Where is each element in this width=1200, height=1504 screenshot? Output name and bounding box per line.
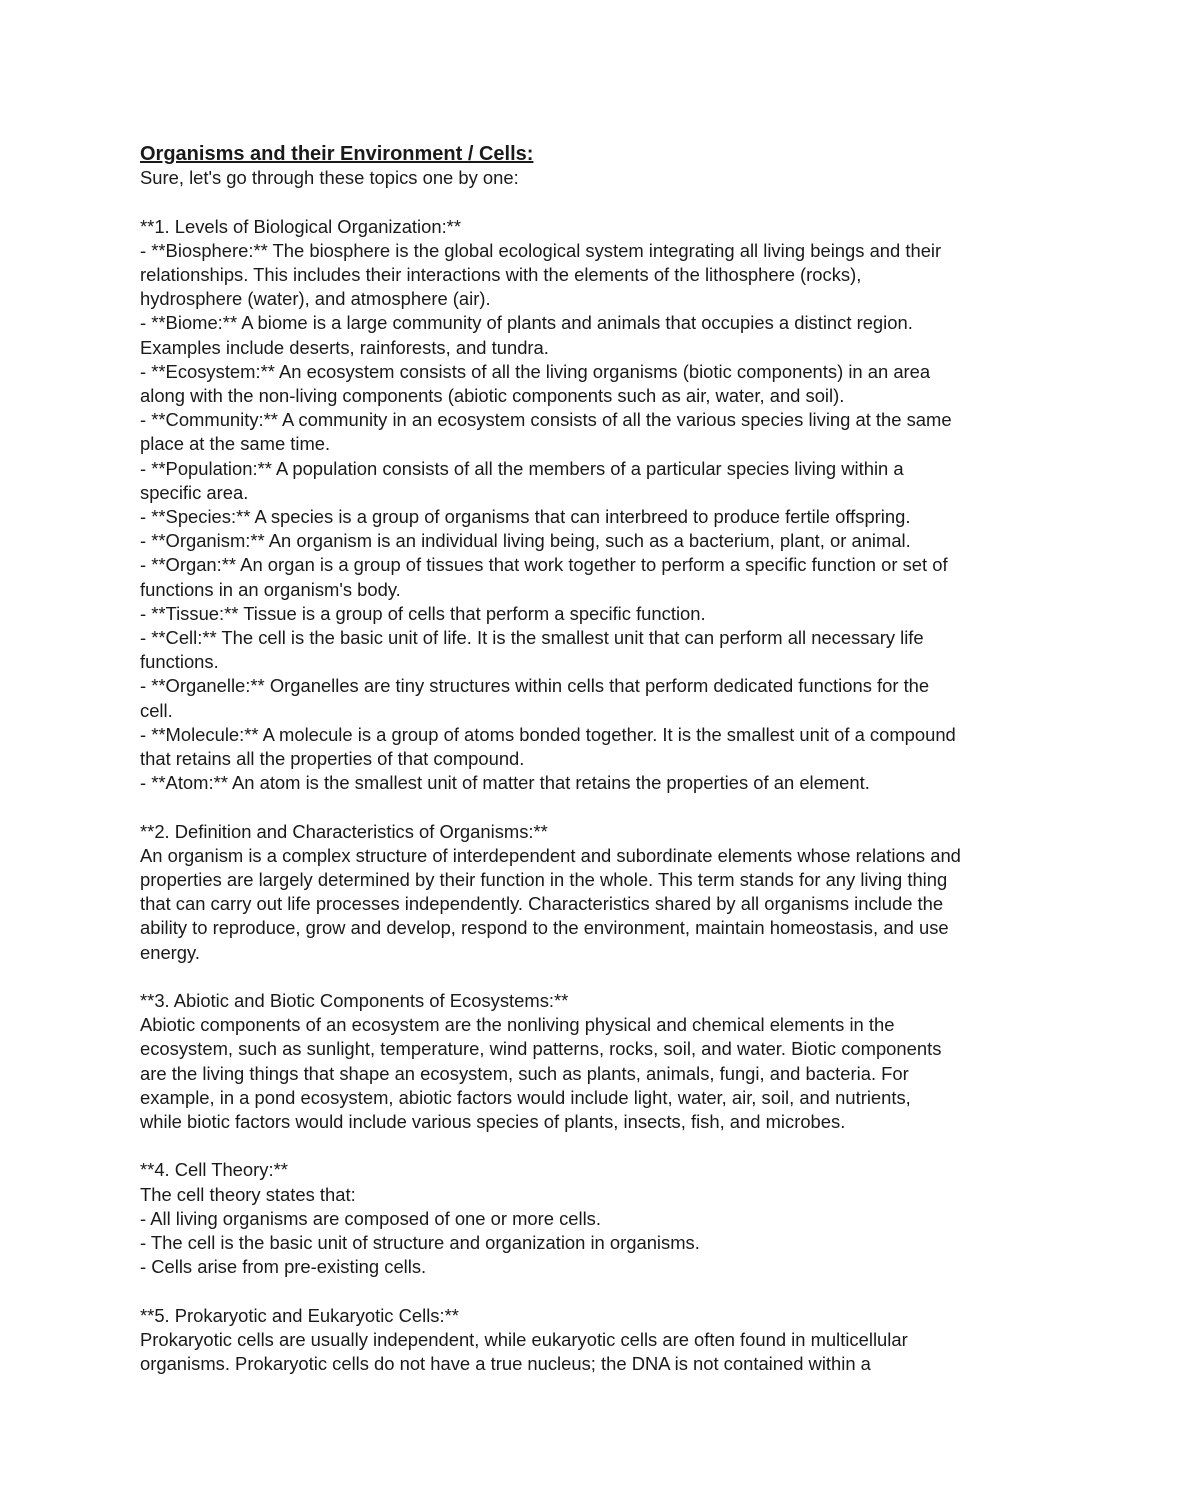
text-line: while biotic factors would include various species of plants, insects, fish, and microbes. — [140, 1111, 846, 1133]
text-line: **3. Abiotic and Biotic Components of Ecosystems:** — [140, 990, 569, 1012]
text-line: energy. — [140, 941, 200, 963]
text-line: **2. Definition and Characteristics of Organisms:** — [140, 820, 548, 842]
text-line: are the living things that shape an ecosystem, such as plants, animals, fungi, and bacteria. For — [140, 1062, 909, 1084]
text-line: - The cell is the basic unit of structure and organization in organisms. — [140, 1232, 700, 1254]
blank-line — [140, 1279, 1080, 1303]
text-line: organisms. Prokaryotic cells do not have a true nucleus; the DNA is not contained within a — [140, 1353, 871, 1375]
text-line: **5. Prokaryotic and Eukaryotic Cells:** — [140, 1304, 459, 1326]
text-line: Examples include deserts, rainforests, and tundra. — [140, 336, 549, 358]
document-page — [140, 142, 1080, 1376]
text-line: An organism is a complex structure of interdependent and subordinate elements whose relations and — [140, 844, 961, 866]
text-line: - **Population:** A population consists of all the members of a particular species living within a — [140, 457, 904, 479]
text-line: - **Organism:** An organism is an individual living being, such as a bacterium, plant, or animal. — [140, 530, 911, 552]
text-line: - **Ecosystem:** An ecosystem consists of all the living organisms (biotic components) in an area — [140, 360, 931, 382]
text-line: cell. — [140, 699, 173, 721]
text-line: functions. — [140, 651, 219, 673]
text-line: ability to reproduce, grow and develop, respond to the environment, maintain homeostasis, and use — [140, 917, 949, 939]
text-line: - **Cell:** The cell is the basic unit of life. It is the smallest unit that can perform all necessary life — [140, 627, 924, 649]
text-line: Sure, let's go through these topics one by one: — [140, 167, 519, 189]
text-line: along with the non-living components (abiotic components such as air, water, and soil). — [140, 385, 845, 407]
text-line: that retains all the properties of that compound. — [140, 748, 525, 770]
text-line: relationships. This includes their interactions with the elements of the lithosphere (rocks), — [140, 264, 862, 285]
text-line: **1. Levels of Biological Organization:** — [140, 215, 462, 237]
text-line: example, in a pond ecosystem, abiotic factors would include light, water, air, soil, and nutrients, — [140, 1086, 911, 1108]
text-line: - **Organ:** An organ is a group of tissues that work together to perform a specific function or set of — [140, 554, 948, 576]
text-line: - **Biome:** A biome is a large community of plants and animals that occupies a distinct region. — [140, 312, 913, 334]
blank-line — [140, 1134, 1080, 1158]
text-line: - **Species:** A species is a group of organisms that can interbreed to produce fertile offspring. — [140, 506, 911, 528]
text-line: - **Biosphere:** The biosphere is the global ecological system integrating all living beings and their — [140, 239, 942, 261]
text-line: **4. Cell Theory:** — [140, 1159, 288, 1181]
text-line: - **Organelle:** Organelles are tiny structures within cells that perform dedicated functions for the — [140, 675, 930, 697]
text-line: specific area. — [140, 481, 249, 503]
text-line: functions in an organism's body. — [140, 578, 401, 600]
text-line: - **Molecule:** A molecule is a group of atoms bonded together. It is the smallest unit of a compound — [140, 723, 956, 745]
document-body — [140, 166, 1080, 1376]
text-line: - All living organisms are composed of one or more cells. — [140, 1207, 601, 1229]
text-line: that can carry out life processes independently. Characteristics shared by all organisms include the — [140, 893, 944, 915]
blank-line — [140, 190, 1080, 214]
blank-line — [140, 795, 1080, 819]
text-line: - Cells arise from pre-existing cells. — [140, 1256, 427, 1278]
text-line: Prokaryotic cells are usually independent, while eukaryotic cells are often found in multicellular — [140, 1328, 908, 1350]
text-line: properties are largely determined by their function in the whole. This term stands for any living thing — [140, 869, 948, 891]
text-line: The cell theory states that: — [140, 1183, 356, 1205]
text-line: - **Tissue:** Tissue is a group of cells that perform a specific function. — [140, 602, 706, 624]
blank-line — [140, 965, 1080, 989]
text-line: - **Atom:** An atom is the smallest unit of matter that retains the properties of an element. — [140, 772, 870, 794]
text-line: place at the same time. — [140, 433, 331, 455]
text-line: Abiotic components of an ecosystem are the nonliving physical and chemical elements in the — [140, 1014, 895, 1036]
text-line: ecosystem, such as sunlight, temperature, wind patterns, rocks, soil, and water. Biotic components — [140, 1038, 942, 1060]
text-line: hydrosphere (water), and atmosphere (air). — [140, 288, 491, 310]
document-title: Organisms and their Environment / Cells: — [140, 143, 534, 165]
text-line: - **Community:** A community in an ecosystem consists of all the various species living at the same — [140, 409, 952, 431]
